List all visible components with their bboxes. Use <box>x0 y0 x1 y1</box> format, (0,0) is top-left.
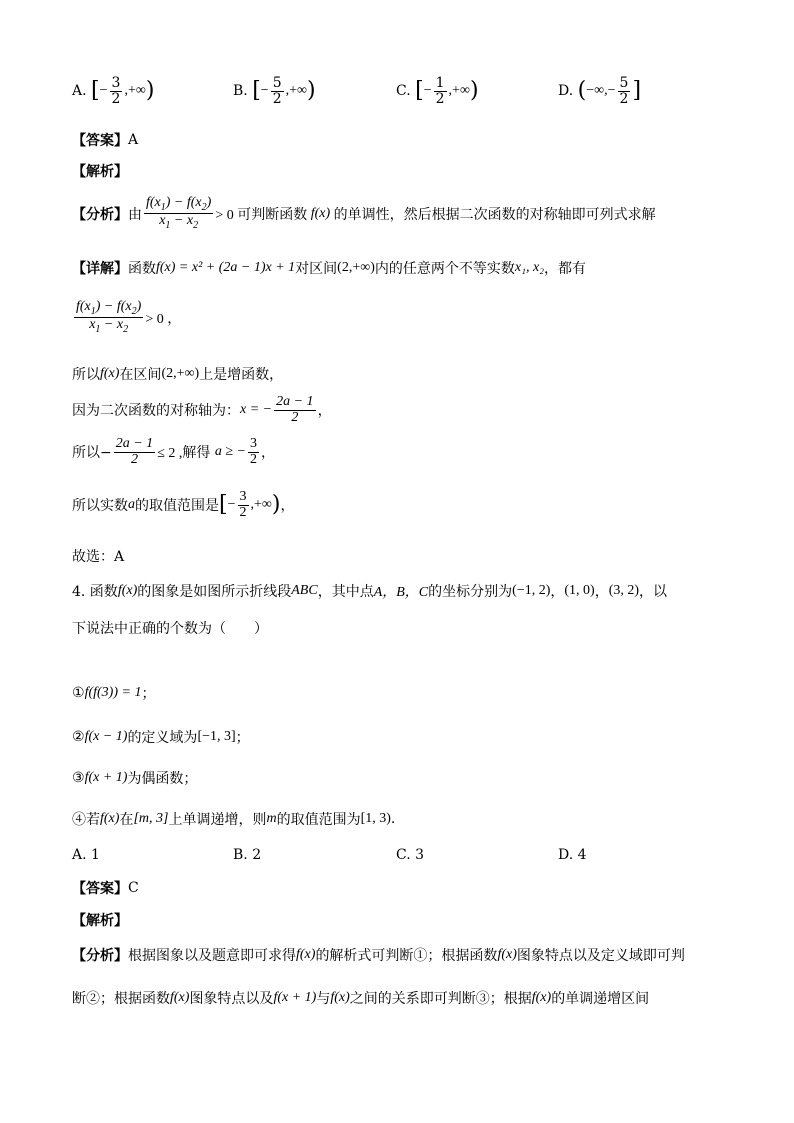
bracket-open: [ <box>91 78 100 104</box>
answer-tag: 【答案】 <box>72 881 128 897</box>
text: ,+∞ <box>250 497 272 513</box>
text: > 0 ， <box>145 311 182 327</box>
minus-sign: − <box>423 83 432 99</box>
denominator: 2 <box>130 451 138 467</box>
q3-increasing-line <box>72 364 283 384</box>
q3-axis-line <box>72 395 332 425</box>
denominator: 2 <box>272 90 282 107</box>
fx: f(x) <box>296 947 316 962</box>
text: 上单调递增，则 <box>168 812 267 828</box>
text: 根据图象以及题意即可求得 <box>128 948 296 964</box>
fx: f(x) <box>117 583 138 598</box>
numerator: 5 <box>619 75 629 91</box>
fraction <box>271 76 284 106</box>
var-a: a <box>128 497 135 513</box>
q4-stem-line1: 4. 函数 f(x) 的图象是如图所示折线段 ABC ，其中点 A，B，C 的坐标分别为 (−1, 2) ， (1, 0) ， (3, 2) ，以 <box>72 583 668 600</box>
q3-answer-line <box>72 130 138 150</box>
q3-solve-line <box>72 437 275 467</box>
difference-quotient <box>144 196 213 232</box>
formula: f(f(3)) = 1 <box>84 685 142 700</box>
fx: f(x + 1) <box>273 990 317 1005</box>
option-label: C. <box>396 83 411 100</box>
q3-xiangjie-line <box>72 258 586 278</box>
text: 故选：A <box>72 549 125 565</box>
denominator: 2 <box>249 451 257 467</box>
text: 上是增函数， <box>199 367 284 383</box>
q4-stem-line2 <box>72 618 268 638</box>
fraction <box>618 76 631 106</box>
option-label: D. <box>558 83 574 100</box>
answer-value: A <box>128 132 139 148</box>
minus-sign: − <box>227 497 236 513</box>
text: A，B，C <box>373 585 429 600</box>
fenxi-tag: 【分析】 <box>72 206 128 223</box>
q4-option-a: A. 1 <box>72 847 100 863</box>
text: ② <box>72 729 85 745</box>
fraction <box>114 437 155 467</box>
numerator: $f(x_1) - f(x_2)$ <box>146 195 212 213</box>
numerator: 2a − 1 <box>276 394 314 409</box>
function-formula: f(x) = x² + (2a − 1)x + 1 <box>156 260 296 275</box>
text: ，都有 <box>544 261 587 277</box>
text: 因为二次函数的对称轴为： <box>72 403 240 420</box>
bracket-open: [ <box>252 78 261 104</box>
text: > 0 可判断函数 <box>215 207 308 223</box>
text: 的定义域为 <box>127 730 198 746</box>
fraction <box>434 76 447 106</box>
q4-statement-4 <box>72 809 395 829</box>
option-tail: ,+∞ <box>124 83 146 99</box>
bracket-close: ] <box>632 78 642 104</box>
q4-fenxi-line1 <box>72 945 685 965</box>
text: ≤ 2 ,解得 <box>157 446 211 462</box>
bracket-open: [ <box>415 78 424 104</box>
fx: f(x) <box>531 990 552 1005</box>
text: 的单调性，然后根据二次函数的对称轴即可列式求解 <box>333 206 656 223</box>
text: ④若 <box>72 812 100 828</box>
text: 所以− <box>72 445 112 462</box>
text: ； <box>141 686 156 702</box>
text: 对区间 <box>295 261 338 277</box>
text: ； <box>235 730 250 746</box>
difference-quotient <box>74 300 143 336</box>
denominator: 2 <box>435 90 445 107</box>
text: x = − <box>240 402 273 418</box>
text: ，以 <box>639 584 668 600</box>
option-label: A. <box>72 83 87 100</box>
text: ， <box>260 445 275 462</box>
minus-sign: − <box>99 83 108 99</box>
q3-option-c <box>396 76 479 106</box>
paren-open: ( <box>577 78 587 104</box>
text: a ≥ − <box>214 444 246 460</box>
numerator: 3 <box>111 75 121 91</box>
q3-ineq-line <box>72 300 181 336</box>
text: 所以实数 <box>72 498 128 515</box>
answer-tag: 【答案】 <box>72 133 128 149</box>
text: ③ <box>72 770 85 786</box>
coord: (−1, 2) <box>512 583 551 598</box>
fx: f(x) <box>307 205 334 221</box>
text: 所以 <box>72 367 100 383</box>
option-head: −∞,− <box>586 83 616 99</box>
fx: f(x) <box>330 990 350 1005</box>
text: 在区间 <box>119 367 162 383</box>
fx: f(x) <box>100 366 120 381</box>
option-tail: ,+∞ <box>285 83 308 99</box>
q3-fenxi-line <box>72 196 656 232</box>
text: 断②；根据函数 <box>72 991 170 1007</box>
option-label: B. <box>233 83 248 100</box>
paren-close: ) <box>469 78 479 104</box>
fenxi-tag: 【分析】 <box>72 948 128 964</box>
q3-range-line <box>72 490 294 520</box>
fx: f(x) <box>100 811 120 826</box>
q3-analysis-line <box>72 161 128 181</box>
text: 图象特点以及 <box>189 991 274 1007</box>
q4-answer-line <box>72 878 139 898</box>
interval: [1, 3) <box>360 811 391 826</box>
bracket-open: [ <box>219 492 228 518</box>
interval: [−1, 3] <box>197 729 236 744</box>
interval: (2,+∞) <box>337 260 375 275</box>
text: 的坐标分别为 <box>428 584 513 600</box>
text: ① <box>72 685 85 701</box>
denominator: 2 <box>619 90 629 107</box>
analysis-tag: 【解析】 <box>72 913 128 929</box>
vars: x₁, x₂ <box>514 260 545 275</box>
formula: f(x + 1) <box>84 770 128 785</box>
denominator: $x_1 - x_2$ <box>159 213 199 232</box>
q4-option-d: D. 4 <box>558 847 587 863</box>
denominator: 2 <box>111 90 121 107</box>
fx: f(x) <box>497 947 517 962</box>
q4-statement-1 <box>72 683 155 703</box>
q4-analysis-line <box>72 910 128 930</box>
text: 由 <box>128 206 142 223</box>
fraction <box>110 76 123 106</box>
answer-value: C <box>128 880 139 896</box>
text: . <box>390 811 396 827</box>
q4-option-c: C. 3 <box>396 847 425 863</box>
numerator: $f(x_1) - f(x_2)$ <box>76 299 142 317</box>
text: 函数 <box>128 261 156 277</box>
analysis-tag: 【解析】 <box>72 164 128 180</box>
fx: f(x) <box>170 990 190 1005</box>
text: ，其中点 <box>317 584 374 600</box>
numerator: 5 <box>272 75 282 91</box>
fraction <box>248 437 259 467</box>
numerator: 3 <box>249 436 257 451</box>
formula: f(x − 1) <box>84 729 128 744</box>
text: 的取值范围是 <box>135 498 219 515</box>
text: 在 <box>119 812 134 828</box>
q3-option-d <box>558 76 641 106</box>
interval: [m, 3] <box>133 811 169 826</box>
q4-option-b: B. 2 <box>233 847 262 863</box>
text: ， <box>280 498 295 515</box>
interval: (2,+∞) <box>161 366 200 381</box>
numerator: 1 <box>435 75 445 91</box>
paren-close: ) <box>145 78 155 104</box>
paren-close: ) <box>271 492 281 518</box>
q3-option-a <box>72 76 154 106</box>
numerator: 3 <box>239 489 247 504</box>
text: 图象特点以及定义域即可判 <box>516 948 685 964</box>
text: 的单调递增区间 <box>551 991 650 1007</box>
text: 内的任意两个不等实数 <box>374 261 515 277</box>
option-tail: ,+∞ <box>448 83 470 99</box>
var-m: m <box>266 811 277 826</box>
minus-sign: − <box>260 83 269 99</box>
q4-fenxi-line2 <box>72 988 649 1008</box>
coord: (3, 2) <box>608 583 640 598</box>
denominator: $x_1 - x_2$ <box>89 317 129 336</box>
xiangjie-tag: 【详解】 <box>72 261 128 277</box>
text: 为偶函数； <box>127 771 198 787</box>
q4-statement-2 <box>72 727 250 747</box>
text: 与 <box>316 991 331 1007</box>
text: 的解析式可判断①；根据函数 <box>315 948 498 964</box>
text: ABC <box>291 583 318 598</box>
text: 的图象是如图所示折线段 <box>137 584 292 600</box>
coord: (1, 0) <box>564 583 595 598</box>
text: 之间的关系即可判断③；根据 <box>349 991 532 1007</box>
q4-statement-3 <box>72 768 197 788</box>
paren-close: ) <box>307 78 316 104</box>
denominator: 2 <box>291 409 299 425</box>
q3-option-b <box>233 76 316 106</box>
text: ， <box>317 403 332 420</box>
q3-choose-line <box>72 546 124 566</box>
text: 下说法中正确的个数为（ ） <box>72 621 268 637</box>
text: 的取值范围为 <box>276 812 361 828</box>
fraction <box>274 395 315 425</box>
numerator: 2a − 1 <box>115 436 154 451</box>
text: 4. 函数 <box>72 584 118 600</box>
denominator: 2 <box>239 504 247 520</box>
fraction <box>238 490 249 520</box>
